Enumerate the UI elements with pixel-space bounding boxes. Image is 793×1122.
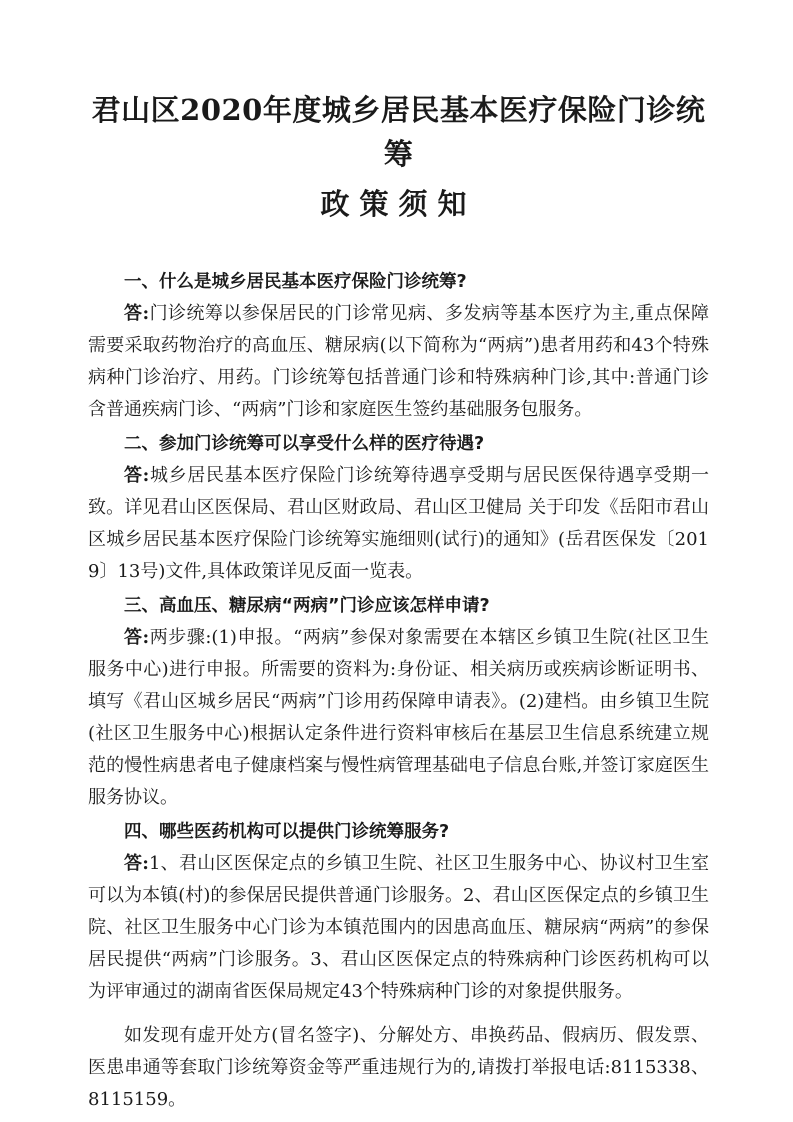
section-4 <box>88 816 709 1008</box>
section-answer <box>88 622 709 814</box>
answer-lead: 答: <box>124 303 150 324</box>
section-3 <box>88 590 709 814</box>
answer-lead: 答: <box>124 465 150 486</box>
section-question: 四、哪些医药机构可以提供门诊统筹服务? <box>124 822 450 842</box>
answer-text: 两步骤:(1)申报。“两病”参保对象需要在本辖区乡镇卫生院(社区卫生服务中心)进行申报。所需要的资料为:身份证、相关病历或疾病诊断证明书、填写《君山区城乡居民“两病”门诊用药保障申请表》。(2)建档。由乡镇卫生院(社区卫生服务中心)根据认定条件进行资料审核后在基层卫生信息系统建立规范的慢性病患者电子健康档案与慢性病管理基础电子信息台账,并签订家庭医生服务协议。 <box>88 627 709 808</box>
section-2 <box>88 428 709 588</box>
report-notice: 如发现有虚开处方(冒名签字)、分解处方、串换药品、假病历、假发票、医患串通等套取门诊统筹资金等严重违规行为的,请拨打举报电话:8115338、8115159。 <box>88 1025 709 1110</box>
document-title: 君山区2020年度城乡居民基本医疗保险门诊统筹 <box>91 93 706 171</box>
section-question: 二、参加门诊统筹可以享受什么样的医疗待遇? <box>124 434 485 454</box>
section-answer <box>88 848 709 1008</box>
section-answer <box>88 298 709 426</box>
answer-text: 城乡居民基本医疗保险门诊统筹待遇享受期与居民医保待遇享受期一致。详见君山区医保局、君山区财政局、君山区卫健局 关于印发《岳阳市君山区城乡居民基本医疗保险门诊统筹实施细则(试行)的通知》(岳君医保发〔2019〕13号)文件,具体政策详见反面一览表。 <box>88 465 709 582</box>
section-question: 一、什么是城乡居民基本医疗保险门诊统筹? <box>124 272 467 292</box>
answer-lead: 答: <box>124 853 149 874</box>
section-1 <box>88 266 709 426</box>
answer-text: 1、君山区医保定点的乡镇卫生院、社区卫生服务中心、协议村卫生室可以为本镇(村)的参保居民提供普通门诊服务。2、君山区医保定点的乡镇卫生院、社区卫生服务中心门诊为本镇范围内的因患高血压、糖尿病“两病”的参保居民提供“两病”门诊服务。3、君山区医保定点的特殊病种门诊医药机构可以为评审通过的湖南省医保局规定43个特殊病种门诊的对象提供服务。 <box>88 853 709 1002</box>
section-question: 三、高血压、糖尿病“两病”门诊应该怎样申请? <box>124 596 490 616</box>
section-answer <box>88 460 709 588</box>
answer-lead: 答: <box>124 627 150 648</box>
answer-text: 门诊统筹以参保居民的门诊常见病、多发病等基本医疗为主,重点保障需要采取药物治疗的高血压、糖尿病(以下简称为“两病”)患者用药和43个特殊病种门诊治疗、用药。门诊统筹包括普通门诊和特殊病种门诊,其中:普通门诊含普通疾病门诊、“两病”门诊和家庭医生签约基础服务包服务。 <box>88 303 709 420</box>
document-subtitle: 政策须知 <box>320 187 477 221</box>
